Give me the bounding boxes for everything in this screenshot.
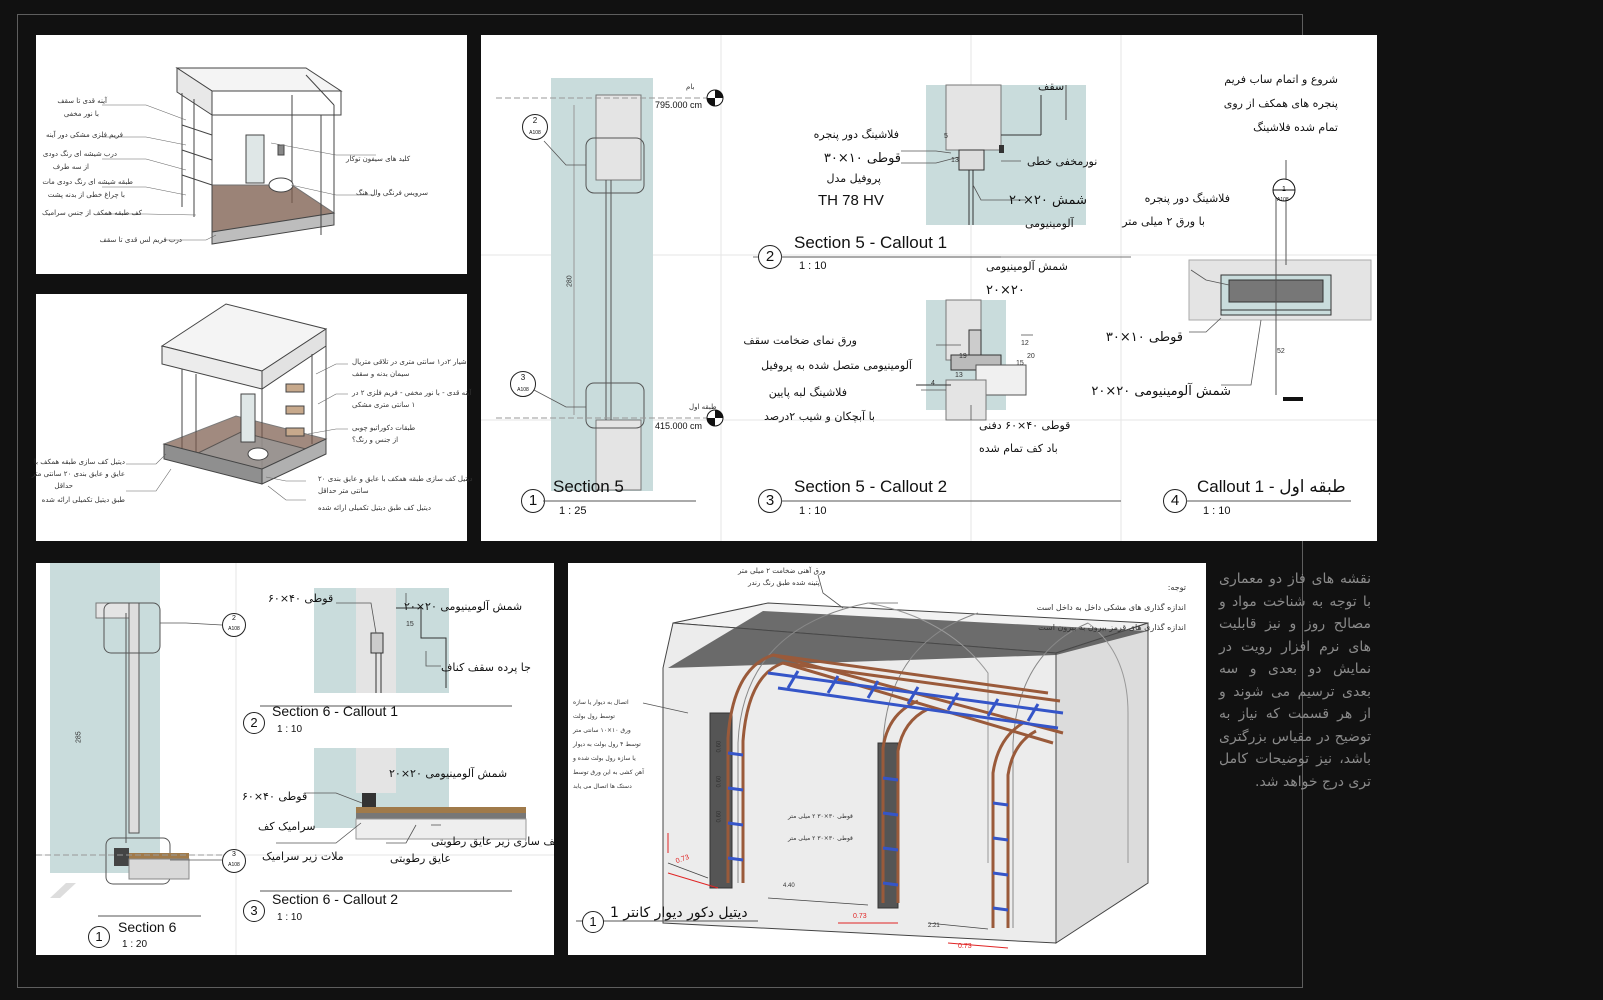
s6-c2-label-mortar: ملات زیر سرامیک: [262, 850, 344, 863]
wall-red-dim-3: 0.73: [958, 943, 972, 950]
iso-top-label-10: کلید های سیفون توکار: [346, 155, 411, 163]
wall-note-line-1: اندازه گذاری های مشکی داخل به داخل است: [1036, 603, 1186, 612]
view-scale-section-6-callout-1: 1 : 10: [277, 724, 303, 735]
wall-red-dim-1: 0.73: [674, 853, 691, 866]
section-5-ref-top-sheet: A108: [529, 130, 541, 136]
c1-label-aluminium: آلومینیومی: [1025, 217, 1074, 230]
c2-dim-19: 19: [959, 353, 967, 360]
c2-dim-13: 13: [955, 372, 963, 379]
section-5-ref-bottom: [510, 371, 536, 397]
iso-top-label-2: با نور مخفی: [63, 110, 99, 118]
wall-left-label-7: دستک ها اتصال می یابد: [573, 783, 632, 790]
c3-label-5: با ورق ۲ میلی متر: [1122, 215, 1205, 228]
iso-bottom-label-10: عایق و عایق بندی ۲۰ سانتی متر: [31, 470, 125, 478]
view-scale-section-5-callout-2: 1 : 10: [799, 505, 827, 517]
iso-bottom-label-11: حداقل: [54, 482, 73, 490]
c1-label-ceiling: سقف: [1038, 80, 1065, 93]
wall-left-label-1: اتصال به دیوار یا سازه: [573, 699, 629, 706]
iso-top-label-6: طبقه شیشه ای رنگ دودی مات: [42, 178, 133, 186]
level-top-label: بام: [686, 83, 695, 91]
c2-label-floor: باد کف تمام شده: [979, 442, 1058, 455]
c2-label-tube: قوطی ۴۰×۶۰ دفنی: [979, 419, 1071, 432]
wall-black-dim-2: 2.21: [928, 923, 940, 929]
view-number-section-5-callout-1: 2: [758, 245, 782, 269]
view-title-section-6: Section 6: [118, 919, 177, 935]
view-number-section-6: 1: [88, 926, 110, 948]
wall-label-sheet: ورق آهنی ضخامت ۲ میلی متر: [738, 567, 826, 575]
side-note-rule: [1302, 876, 1303, 988]
wall-note-heading: توجه:: [1167, 583, 1186, 592]
c1-label-hidden-light: نورمخفی خطی: [1027, 155, 1098, 168]
view-title-wall-decor: دیتیل دکور دیوار کانتر 1: [610, 905, 748, 921]
section-5-height-dim: 280: [566, 275, 574, 288]
section-6-height-dim: 285: [75, 731, 83, 744]
iso-view-bottom-panel: [31, 294, 473, 541]
c1-dim-13: 13: [951, 157, 959, 164]
s6-c2-label-bar: شمش آلومینیومی ۲۰×۲۰: [389, 767, 508, 780]
c1-label-bar: شمش ۲۰×۲۰: [1009, 193, 1087, 208]
wall-note-line-2: اندازه گذاری های قرمز بیرون به بیرون است: [1038, 623, 1186, 632]
view-scale-section-5: 1 : 25: [559, 505, 587, 517]
view-scale-section-6-callout-2: 1 : 10: [277, 912, 303, 923]
view-scale-section-6: 1 : 20: [122, 939, 148, 950]
s6-c2-label-ceramic: سرامیک کف: [258, 820, 316, 833]
level-bottom-value: 415.000 cm: [655, 421, 703, 431]
sheet-border-top: [17, 14, 1303, 15]
c3-ref-num: 1: [1282, 186, 1286, 193]
wall-red-dim-2: 0.73: [853, 913, 867, 920]
c2-label-flashing: فلاشینگ لبه پایین: [768, 386, 847, 399]
s6-c1-label-bar: شمش آلومینیومی ۲۰×۲۰: [404, 600, 523, 613]
section-6-panel: [36, 563, 560, 955]
view-scale-section-5-callout-1: 1 : 10: [799, 260, 827, 272]
sheet-border-left: [17, 14, 18, 988]
section-6-ref-bottom: [222, 849, 246, 873]
c2-dim-12: 12: [1021, 340, 1029, 347]
level-bottom-label: طبقه اول: [689, 403, 717, 411]
s6-c2-label-tube: قوطی ۴۰×۶۰: [242, 790, 308, 803]
c1-label-profile-model: TH 78 HV: [818, 192, 884, 209]
c2-label-bar-size: ۲۰×۲۰: [986, 283, 1025, 298]
view-number-wall-decor: 1: [582, 911, 604, 933]
view-title-section-6-callout-2: Section 6 - Callout 2: [272, 891, 399, 907]
view-title-section-5: Section 5: [553, 477, 624, 496]
iso-bottom-label-3: آینه قدی - با نور مخفی - فریم فلزی ۲ در: [352, 389, 472, 397]
iso-top-label-1: آینه قدی تا سقف: [57, 97, 107, 105]
c1-label-profile: پروفیل مدل: [826, 172, 881, 185]
wall-member-label-2: قوطی ۳۰×۳۰ ۲ میلی متر: [788, 835, 853, 842]
s6-c2-label-insulation: عایق رطوبتی: [390, 852, 451, 865]
iso-bottom-label-1: شیار ۲در۱ سانتی متری در تلاقی متریال: [352, 358, 467, 366]
section-6-ref-bottom-sheet: A108: [228, 862, 240, 868]
iso-bottom-label-7: دیتیل کف سازی طبقه همکف با عایق و عایق بندی ۲۰: [318, 475, 473, 483]
section-5-ref-bottom-num: 3: [520, 373, 526, 382]
wall-decor-detail-panel: [568, 563, 1206, 955]
wall-left-label-2: توسط رول بولت: [573, 713, 615, 720]
section-5-ref-bottom-sheet: A108: [517, 387, 529, 393]
c3-dim-52: 52: [1277, 348, 1285, 355]
c3-ref-sheet: A108: [1277, 197, 1289, 203]
view-title-section-6-callout-1: Section 6 - Callout 1: [272, 703, 399, 719]
view-title-section-5-callout-2: Section 5 - Callout 2: [794, 477, 948, 496]
view-number-section-5-callout-2: 3: [758, 489, 782, 513]
wall-left-label-3: ورق ۱۰×۱۰ سانتی متر: [573, 727, 631, 734]
c1-dim-5: 5: [944, 133, 948, 140]
iso-bottom-label-9: دیتیل کف سازی طبقه همکف با: [33, 458, 125, 466]
c2-dim-15: 15: [1016, 360, 1024, 367]
view-number-section-6-callout-1: 2: [243, 712, 265, 734]
wall-black-dim-1: 4.40: [783, 883, 795, 889]
c3-label-3: تمام شده فلاشینگ: [1253, 121, 1338, 134]
level-top-value: 795.000 cm: [655, 100, 703, 110]
section-6-ref-bottom-num: 3: [232, 851, 236, 858]
view-title-ground-floor-callout-1: طبقه اول - Callout 1: [1197, 477, 1346, 496]
c3-label-6: قوطی ۱۰×۳۰: [1105, 330, 1183, 345]
sheet-border-bottom: [17, 987, 1303, 988]
iso-bottom-label-5: طبقات دکوراتیو چوبی: [352, 424, 416, 432]
section-5-drawing: [481, 35, 1377, 541]
c2-label-drip: با آبچکان و شیب ۲درصد: [763, 410, 875, 423]
iso-top-label-4: درب شیشه ای رنگ دودی: [42, 150, 117, 158]
wall-member-label-1: قوطی ۳۰×۳۰ ۲ میلی متر: [788, 813, 853, 820]
c2-label-sheet: ورق نمای ضخامت سقف: [743, 334, 857, 347]
iso-bottom-label-6: از جنس و رنگ؟: [352, 436, 399, 444]
s6-c1-label-tube: قوطی ۴۰×۶۰: [268, 592, 334, 605]
wall-black-dim-5: 0.60: [716, 810, 723, 823]
wall-left-label-5: یا سازه رول بولت شده و: [573, 755, 636, 762]
section-6-ref-top-sheet: A108: [228, 626, 240, 632]
c3-label-1: شروع و اتمام ساب فریم: [1224, 73, 1338, 86]
iso-top-label-11: سرویس فرنگی وال هنگ: [356, 189, 428, 197]
iso-bottom-label-12: طبق دیتیل تکمیلی ارائه شده: [41, 496, 125, 504]
section-5-ref-top: [522, 114, 548, 140]
c3-ref-bubble: [1276, 185, 1292, 194]
s6-c2-label-screed: کف سازی زیر عایق رطوبتی: [431, 835, 560, 848]
wall-label-patina: پتینه شده طبق رنگ رندر: [748, 579, 820, 587]
iso-top-label-3: فریم فلزی مشکی دور آینه: [45, 131, 123, 139]
c3-label-2: پنجره های همکف از روی: [1223, 97, 1338, 110]
view-number-section-6-callout-2: 3: [243, 900, 265, 922]
s6-c1-label-curtain: جا پرده سقف کناف: [441, 661, 531, 674]
c3-label-4: فلاشینگ دور پنجره: [1144, 192, 1230, 205]
section-6-ref-top: [222, 613, 246, 637]
side-note-text: نقشه های فاز دو معماری با توجه به شناخت مواد و مصالح روز و نیز قابلیت های نرم افزار رویت در نمایش دو بعدی و سه بعدی ترسیم می شوند و از هر قسمت که نیاز به توضیح در مقیاس بزرگتری باشد، نیز توضیحات کامل تری درج خواهد شد.: [1219, 571, 1371, 790]
wall-left-label-4: توسط ۴ رول بولت به دیوار: [573, 741, 641, 748]
iso-bottom-label-4: ۱ سانتی متری مشکی: [352, 401, 416, 409]
wall-black-dim-4: 0.60: [716, 775, 723, 788]
wall-left-label-6: آهن کشی به این ورق توسط: [573, 769, 644, 776]
c3-label-7: شمش آلومینیومی ۲۰×۲۰: [1091, 384, 1231, 399]
iso-bottom-label-2: سیمان بدنه و سقف: [352, 370, 410, 378]
c2-dim-4: 4: [931, 380, 935, 387]
section-5-panel: [481, 35, 1377, 541]
c2-dim-20: 20: [1027, 353, 1035, 360]
iso-top-label-5: از سه طرف: [52, 163, 89, 171]
iso-view-top-panel: [36, 35, 467, 274]
c1-label-tube: قوطی ۱۰×۳۰: [823, 151, 901, 166]
section-6-ref-top-num: 2: [232, 615, 236, 622]
c2-label-sheet-2: آلومینیومی متصل شده به پروفیل: [761, 359, 912, 372]
c2-label-bar: شمش آلومینیومی: [986, 260, 1068, 273]
view-title-section-5-callout-1: Section 5 - Callout 1: [794, 233, 948, 252]
iso-top-label-9: درب فریم لس قدی تا سقف: [99, 236, 182, 244]
s6-c1-dim-15: 15: [406, 621, 414, 628]
wall-decor-detail-drawing: [568, 563, 1206, 955]
wall-black-dim-3: 0.60: [716, 740, 723, 753]
c1-label-flashing: فلاشینگ دور پنجره: [813, 128, 899, 141]
iso-bottom-label-13: دیتیل کف طبق دیتیل تکمیلی ارائه شده: [318, 504, 431, 512]
section-5-callout-1-drawing: [753, 85, 1131, 257]
view-number-section-5: 1: [521, 489, 545, 513]
view-scale-ground-floor-callout-1: 1 : 10: [1203, 505, 1231, 517]
iso-top-label-8: کف طبقه همکف از جنس سرامیک: [41, 209, 142, 217]
iso-bottom-label-8: سانتی متر حداقل: [318, 487, 369, 495]
section-5-ref-top-num: 2: [532, 116, 538, 125]
view-number-ground-floor-callout-1: 4: [1163, 489, 1187, 513]
iso-top-label-7: با چراغ خطی از بدنه پشت: [47, 191, 125, 199]
